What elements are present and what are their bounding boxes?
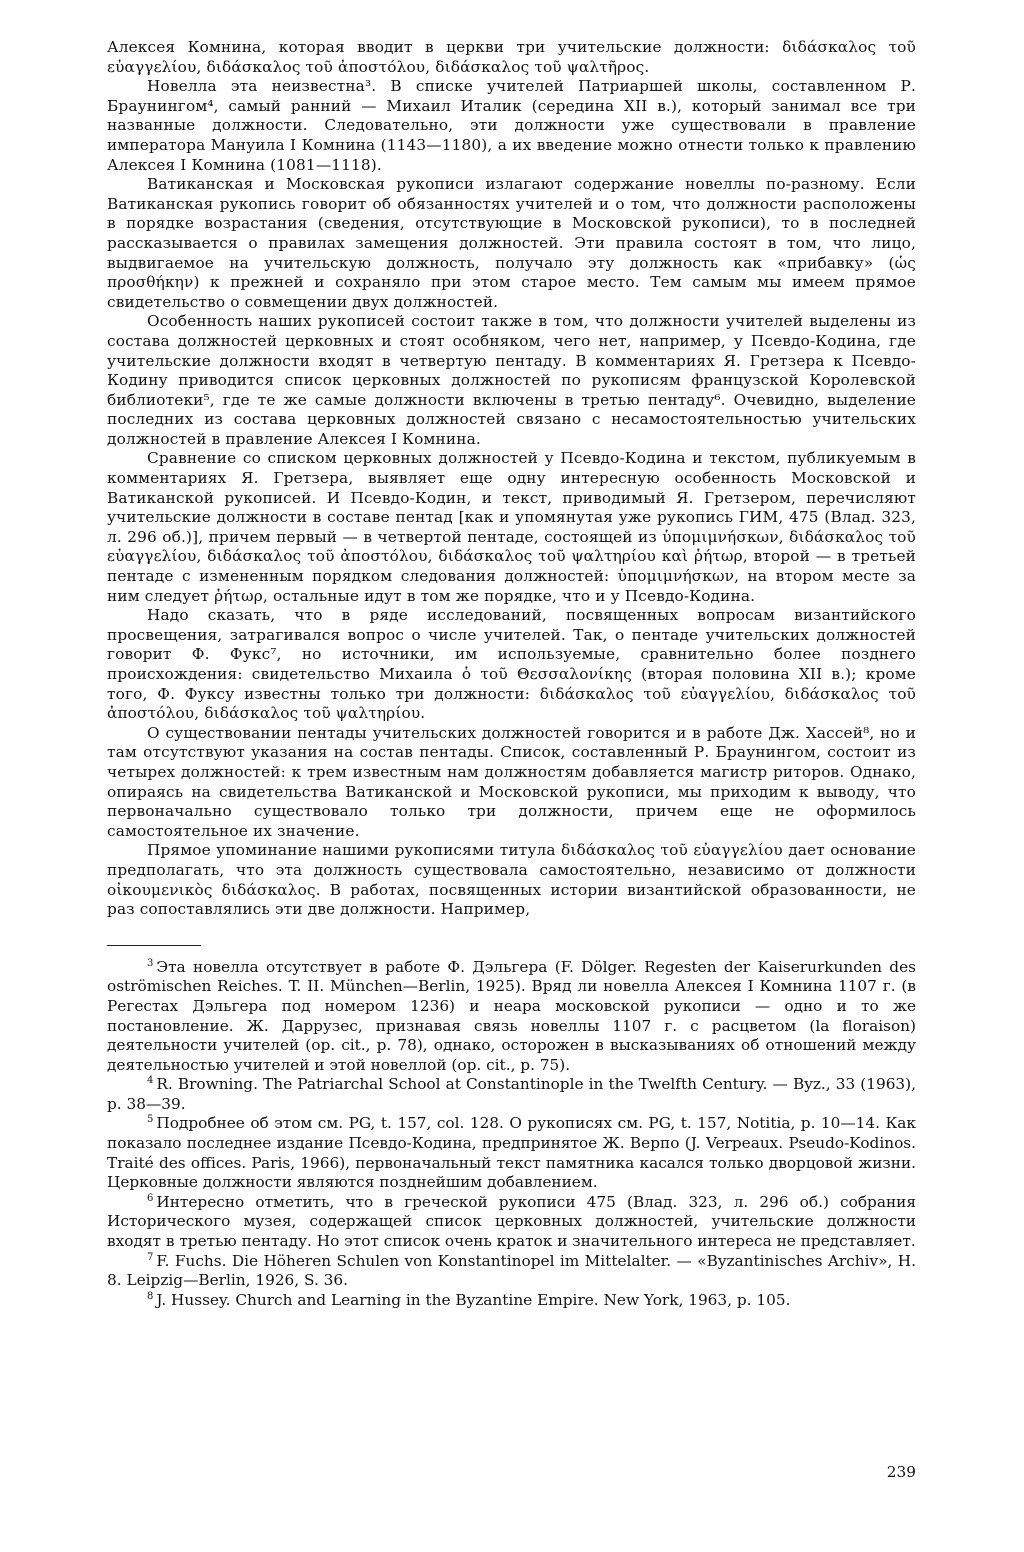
footnote-text: R. Browning. The Patriarchal School at Constantinople in the Twelfth Century. — Byz., 33 (1963), p. 38—39. <box>107 1075 916 1113</box>
footnote <box>107 1291 916 1311</box>
footnote-text: Эта новелла отсутствует в работе Ф. Дэльгера (F. Dölger. Regesten der Kaiserurkunden des oströmischen Reiches. T. II. München—Berlin, 1925). Вряд ли новелла Алексея I Комнина 1107 г. (в Регестах Дэльгера под номером 1236) и неара московской рукописи — одно и то же постановление. Ж. Даррузес, признавая связь новеллы 1107 г. с расцветом (la floraison) деятельности учителей (op. cit., p. 78), однако, осторожен в высказываниях об отношений между деятельностью учителей и этой новеллой (op. cit., p. 75). <box>107 957 916 1074</box>
footnote <box>107 1252 916 1291</box>
footnote <box>107 1075 916 1114</box>
footnote-text: F. Fuchs. Die Höheren Schulen von Konstantinopel im Mittelalter. — «Byzantinisches Archiv», H. 8. Leipzig—Berlin, 1926, S. 36. <box>107 1251 916 1290</box>
footnote <box>107 1114 916 1192</box>
footnote-number: 5 <box>147 1114 154 1126</box>
footnote-number: 4 <box>147 1075 154 1087</box>
footnote-number: 3 <box>147 957 154 969</box>
footnote <box>107 1193 916 1252</box>
footnote-text: Подробнее об этом см. PG, t. 157, col. 128. О рукописях см. PG, t. 157, Notitia, p. 10—14. Как показало последнее издание Псевдо-Кодина, предпринятое Ж. Верпо (J. Verpeaux. Pseudo-Kodinos. Traité des offices. Paris, 1966), первоначальный текст памятника касался только дворцовой жизни. Церковные должности являются позднейшим добавлением. <box>107 1114 916 1192</box>
paragraph: Надо сказать, что в ряде исследований, посвященных вопросам византийского просвещения, затрагивался вопрос о числе учителей. Так, о пентаде учительских должностей говорит Ф. Фукс⁷, но источники, им используемые, сравнительно более позднего происхождения: свидетельство Михаила ὁ τοῦ Θεσσαλονίκης (вторая половина XII в.); кроме того, Ф. Фуксу известны только три должности: διδάσκαλος τοῦ εὐαγγελίου, διδάσκαλος τοῦ ἀποστόλου, διδάσκαλος τοῦ ψαλτηρίου. <box>107 606 916 723</box>
footnote <box>107 958 916 1076</box>
footnote-number: 7 <box>147 1251 154 1263</box>
paragraph: О существовании пентады учительских должностей говорится и в работе Дж. Хассей⁸, но и там отсутствуют указания на состав пентады. Список, составленный Р. Браунингом, состоит из четырех должностей: к трем известным нам должностям добавляется магистр риторов. Однако, опираясь на свидетельства Ватиканской и Московской рукописи, мы приходим к выводу, что первоначально существовало только три должности, причем еще не оформилось самостоятельное их значение. <box>107 723 916 840</box>
footnotes <box>107 958 916 1311</box>
paragraph: Ватиканская и Московская рукописи излагают содержание новеллы по-разному. Если Ватиканская рукопись говорит об обязанностях учителей и о том, что должности расположены в порядке возрастания (сведения, отсутствующие в Московской рукописи), то в последней рассказывается о правилах замещения должностей. Эти правила состоят в том, что лицо, выдвигаемое на учительскую должность, получало эту должность как «прибавку» (ὡς προσθήκην) к прежней и сохраняло при этом старое место. Тем самым мы имеем прямое свидетельство о совмещении двух должностей. <box>107 175 916 311</box>
paragraph: Алексея Комнина, которая вводит в церкви три учительские должности: διδάσκαλος τοῦ εὐαγγελίου, διδάσκαλος τοῦ ἀποστόλου, διδάσκαλος τοῦ ψαλτῆρος. <box>107 38 916 76</box>
paragraph: Сравнение со списком церковных должностей у Псевдо-Кодина и текстом, публикуемым в комментариях Я. Гретзера, выявляет еще одну интересную особенность Московской и Ватиканской рукописей. И Псевдо-Кодин, и текст, приводимый Я. Гретзером, перечисляют учительские должности в составе пентад [как и упомянутая уже рукопись ГИМ, 475 (Влад. 323, л. 296 об.)], причем первый — в четвертой пентаде, состоящей из ὑπομιμνήσκων, διδάσκαλος τοῦ εὐαγγελίου, διδάσκαλος τοῦ ἀποστόλου, διδάσκαλος τοῦ ψαλτηρίου καὶ ῥήτωρ, второй — в третьей пентаде с измененным порядком следования должностей: ὑπομιμνήσκων, на втором месте за ним следует ῥήτωρ, остальные идут в том же порядке, что и у Псевдо-Кодина. <box>107 449 916 605</box>
paragraph: Прямое упоминание нашими рукописями титула διδάσκαλος τοῦ εὐαγγελίου дает основание предполагать, что эта должность существовала самостоятельно, независимо от должности οἰκουμενικὸς διδάσκαλος. В работах, посвященных истории византийской образованности, не раз сопоставлялись эти две должности. Например, <box>107 841 916 919</box>
footnote-number: 8 <box>147 1290 154 1302</box>
main-text <box>107 38 916 920</box>
paragraph: Особенность наших рукописей состоит также в том, что должности учителей выделены из состава должностей церковных и стоят особняком, чего нет, например, у Псевдо-Кодина, где учительские должности входят в четвертую пентаду. В комментариях Я. Гретзера к Псевдо-Кодину приводится список церковных должностей по рукописям французской Королевской библиотеки⁵, где те же самые должности включены в третью пентаду⁶. Очевидно, выделение последних из состава церковных должностей связано с несамостоятельностью учительских должностей в правление Алексея I Комнина. <box>107 312 916 448</box>
footnote-number: 6 <box>147 1192 154 1204</box>
footnote-text: J. Hussey. Church and Learning in the Byzantine Empire. New York, 1963, p. 105. <box>156 1290 791 1309</box>
footnote-divider <box>107 945 201 946</box>
footnote-text: Интересно отметить, что в греческой рукописи 475 (Влад. 323, л. 296 об.) собрания Исторического музея, содержащей список церковных должностей, учительские должности входят в третью пентаду. Но этот список очень краток и значительного интереса не представляет. <box>107 1192 916 1251</box>
paragraph: Новелла эта неизвестна³. В списке учителей Патриаршей школы, составленном Р. Браунингом⁴, самый ранний — Михаил Италик (середина XII в.), который занимал все три названные должности. Следовательно, эти должности уже существовали в правление императора Мануила I Комнина (1143—1180), а их введение можно отнести только к правлению Алексея I Комнина (1081—1118). <box>107 77 916 174</box>
page-number: 239 <box>886 1463 916 1481</box>
